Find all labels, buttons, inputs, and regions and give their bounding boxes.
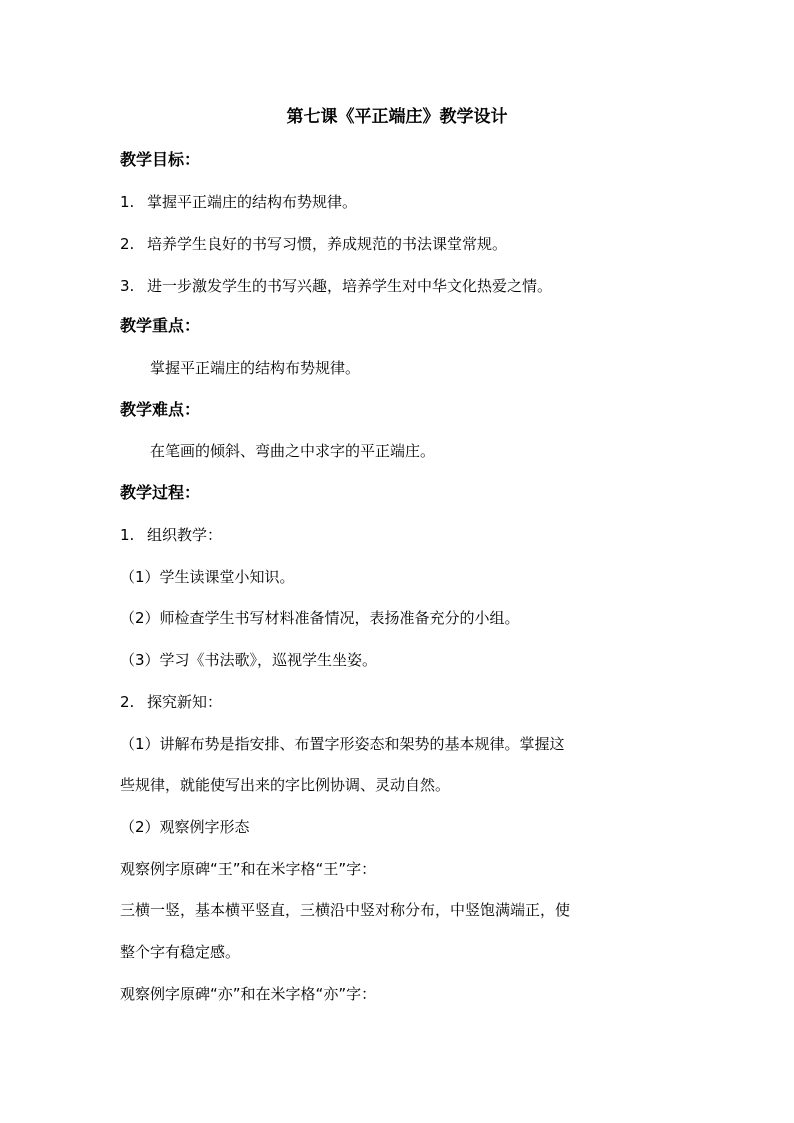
objective-item [120, 274, 552, 298]
paragraph-line: 观察例字原碑“亦”和在米字格“亦”字： [120, 985, 377, 1003]
objective-text: 掌握平正端庄的结构布势规律。 [147, 193, 358, 211]
step-item: （2）师检查学生书写材料准备情况，表扬准备充分的小组。 [120, 609, 520, 627]
objective-number: 3. [120, 277, 135, 295]
objective-text: 培养学生良好的书写习惯，养成规范的书法课堂常规。 [147, 235, 508, 253]
paragraph-line: （1）讲解布势是指安排、布置字形姿态和架势的基本规律。掌握这 [120, 735, 565, 753]
objective-number: 2. [120, 235, 135, 253]
difficulties-heading: 教学难点： [120, 400, 201, 419]
step-number: 2. [120, 693, 135, 711]
objective-item [120, 190, 357, 214]
process-heading: 教学过程： [120, 483, 201, 502]
step-item: （3）学习《书法歌》，巡视学生坐姿。 [120, 651, 378, 669]
step-number: 1. [120, 526, 135, 544]
paragraph-line: 三横一竖，基本横平竖直，三横沿中竖对称分布，中竖饱满端正，使 [120, 901, 571, 919]
process-step [120, 690, 222, 714]
step-title: 探究新知： [147, 693, 223, 711]
objective-number: 1. [120, 193, 135, 211]
step-item: （1）学生读课堂小知识。 [120, 568, 295, 586]
objective-text: 进一步激发学生的书写兴趣，培养学生对中华文化热爱之情。 [147, 277, 553, 295]
objectives-heading: 教学目标： [120, 150, 201, 169]
paragraph-line: 整个字有稳定感。 [120, 943, 241, 961]
step-title: 组织教学： [147, 526, 223, 544]
objective-item [120, 232, 507, 256]
difficulties-text: 在笔画的倾斜、弯曲之中求字的平正端庄。 [150, 442, 436, 460]
key-points-text: 掌握平正端庄的结构布势规律。 [150, 359, 361, 377]
paragraph-line: 些规律，就能使写出来的字比例协调、灵动自然。 [120, 776, 451, 794]
process-step [120, 523, 222, 547]
document-title: 第七课《平正端庄》教学设计 [286, 107, 508, 127]
paragraph-line: 观察例字原碑“王”和在米字格“王”字： [120, 860, 377, 878]
step-item: （2）观察例字形态 [120, 818, 250, 836]
key-points-heading: 教学重点： [120, 316, 201, 335]
